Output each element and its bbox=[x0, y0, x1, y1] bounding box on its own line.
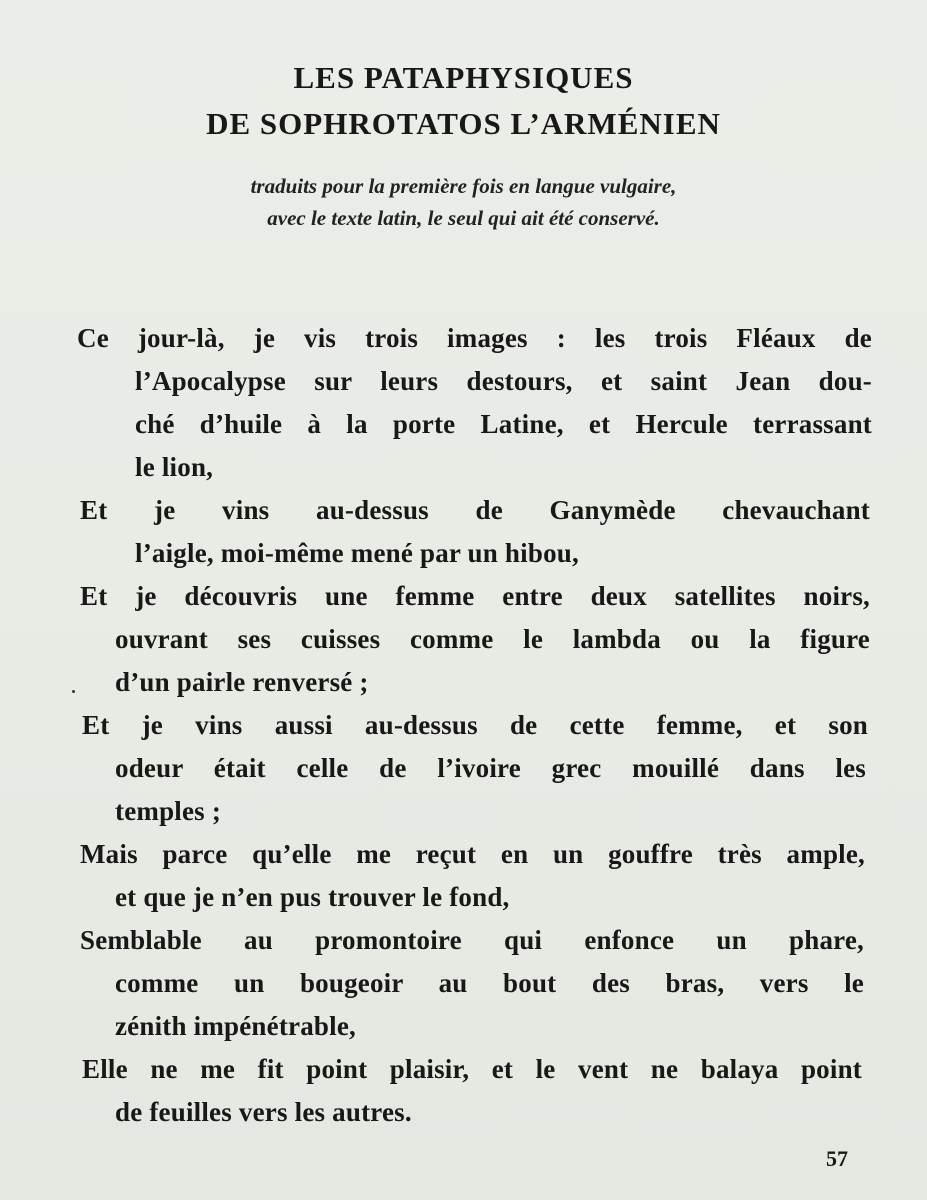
page-title-line-1: LES PATAPHYSIQUES bbox=[293, 60, 634, 95]
page-number: 57 bbox=[826, 1146, 848, 1171]
subtitle-line-1: traduits pour la première fois en langue vulgaire, bbox=[250, 174, 677, 198]
text-line: Semblable au promontoire qui enfonce un phare, bbox=[80, 925, 864, 955]
text-line: ché d’huile à la porte Latine, et Hercule terrassant bbox=[135, 409, 872, 439]
text-line: l’Apocalypse sur leurs destours, et saint Jean dou- bbox=[135, 366, 872, 396]
text-line: Et je découvris une femme entre deux satellites noirs, bbox=[80, 581, 870, 611]
page-title-line-2: DE SOPHROTATOS L’ARMÉNIEN bbox=[206, 106, 721, 141]
text-line: d’un pairle renversé ; bbox=[115, 667, 369, 697]
ink-speck bbox=[72, 690, 75, 693]
text-line: de feuilles vers les autres. bbox=[115, 1097, 412, 1127]
text-line: temples ; bbox=[115, 796, 222, 826]
text-line: zénith impénétrable, bbox=[115, 1011, 356, 1041]
text-line: Et je vins aussi au-dessus de cette femme, et son bbox=[82, 710, 868, 740]
text-line: le lion, bbox=[135, 452, 214, 482]
text-line: odeur était celle de l’ivoire grec mouillé dans les bbox=[115, 753, 866, 783]
text-line: Et je vins au-dessus de Ganymède chevauchant bbox=[80, 495, 870, 525]
text-line: et que je n’en pus trouver le fond, bbox=[115, 882, 510, 912]
text-line: Elle ne me fit point plaisir, et le vent ne balaya point bbox=[82, 1054, 862, 1084]
text-line: Ce jour-là, je vis trois images : les trois Fléaux de bbox=[77, 323, 872, 353]
subtitle-line-2: avec le texte latin, le seul qui ait été conservé. bbox=[267, 206, 660, 230]
text-line: comme un bougeoir au bout des bras, vers le bbox=[115, 968, 864, 998]
text-line: l’aigle, moi-même mené par un hibou, bbox=[135, 538, 579, 568]
text-line: ouvrant ses cuisses comme le lambda ou la figure bbox=[115, 624, 870, 654]
text-line: Mais parce qu’elle me reçut en un gouffre très ample, bbox=[80, 839, 865, 869]
